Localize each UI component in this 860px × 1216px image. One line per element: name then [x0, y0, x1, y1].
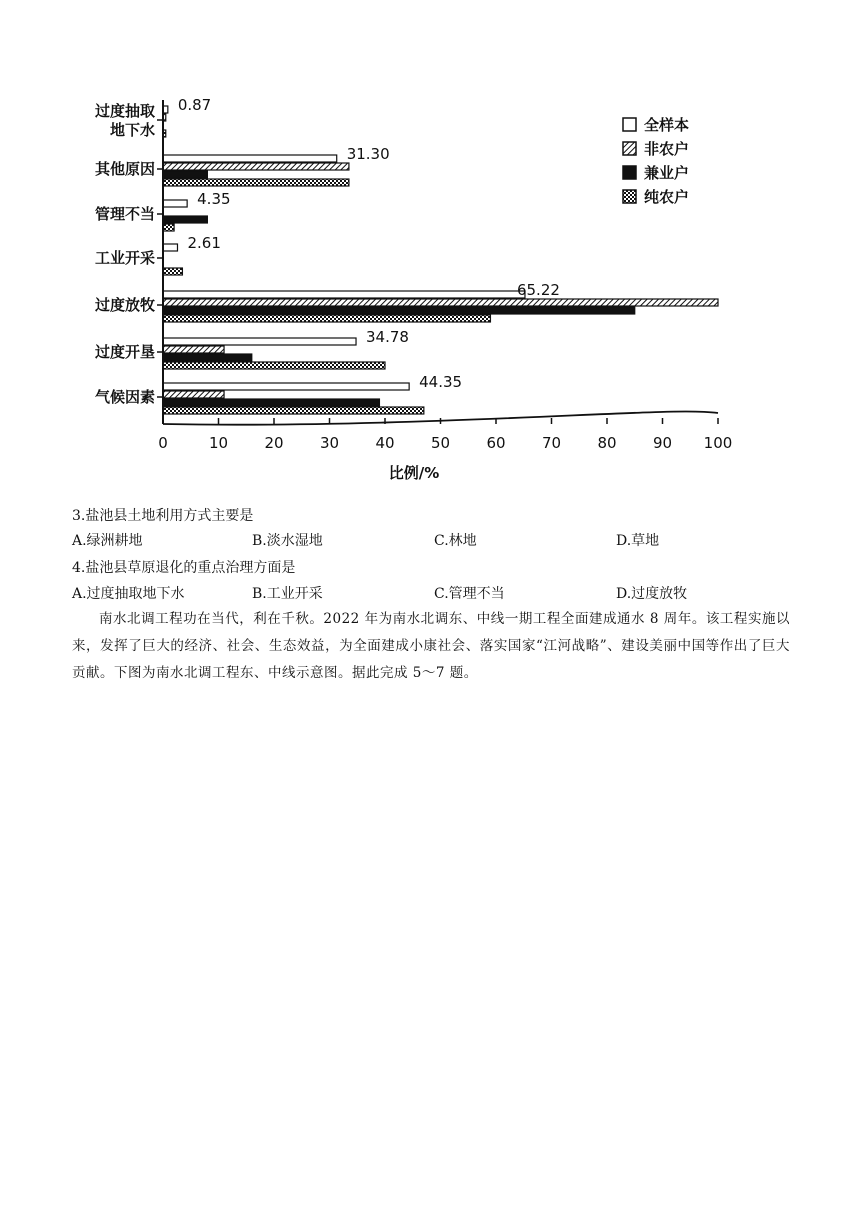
bar-3-7 [163, 399, 379, 406]
question-4-option-a[interactable]: A.过度抽取地下水 [72, 586, 185, 602]
question-4-option-b[interactable]: B.工业开采 [252, 586, 323, 602]
legend-label-2: 非农户 [644, 140, 690, 158]
category-label-7: 气候因素 [94, 388, 155, 406]
data-label-7: 44.35 [419, 373, 463, 391]
category-label-1-line-1: 过度抽取 [94, 102, 155, 120]
bar-1-6 [163, 338, 356, 345]
data-label-1: 0.87 [177, 96, 212, 114]
x-axis-title: 比例/% [388, 464, 440, 482]
legend-swatch-3 [623, 166, 636, 179]
data-label-5: 65.22 [516, 281, 560, 299]
bar-4-3 [163, 224, 174, 231]
question-4-option-d[interactable]: D.过度放牧 [616, 586, 688, 602]
bar-2-5 [163, 299, 718, 306]
bar-3-2 [163, 171, 207, 178]
category-label-1-line-2: 地下水 [109, 121, 155, 139]
question-3-option-b[interactable]: B.淡水湿地 [252, 533, 323, 549]
legend-swatch-2 [623, 142, 636, 155]
legend-label-4: 纯农户 [644, 188, 690, 206]
bar-1-2 [163, 155, 337, 162]
legend-swatch-1 [623, 118, 636, 131]
bar-4-4 [163, 268, 182, 275]
chart-legend [623, 116, 689, 206]
x-tick-label-0: 0 [158, 434, 168, 452]
legend-swatch-4 [623, 190, 636, 203]
bar-4-2 [163, 179, 349, 186]
x-tick-label-40: 40 [375, 434, 395, 452]
x-tick-label-60: 60 [486, 434, 506, 452]
x-tick-label-90: 90 [652, 434, 673, 452]
bar-1-5 [163, 291, 525, 298]
category-label-6: 过度开垦 [94, 343, 155, 361]
bar-1-7 [163, 383, 409, 390]
question-3-option-a[interactable]: A.绿洲耕地 [72, 533, 143, 549]
category-label-3: 管理不当 [94, 205, 155, 223]
bar-3-5 [163, 307, 635, 314]
category-label-2: 其他原因 [94, 160, 155, 178]
x-tick-label-50: 50 [430, 434, 451, 452]
legend-label-1: 全样本 [644, 116, 690, 134]
bar-1-3 [163, 200, 187, 207]
question-3-option-c[interactable]: C.林地 [434, 533, 477, 549]
x-tick-label-80: 80 [597, 434, 617, 452]
question-3-option-d[interactable]: D.草地 [616, 533, 660, 549]
category-label-5: 过度放牧 [94, 296, 155, 314]
legend-label-3: 兼业户 [644, 164, 690, 182]
x-tick-label-20: 20 [264, 434, 284, 452]
bar-3-3 [163, 216, 207, 223]
bar-4-6 [163, 362, 385, 369]
x-tick-label-70: 70 [541, 434, 562, 452]
data-label-2: 31.30 [346, 145, 390, 163]
bar-4-5 [163, 315, 490, 322]
data-label-4: 2.61 [187, 234, 221, 252]
question-4-stem: 4.盐池县草原退化的重点治理方面是 [72, 560, 296, 576]
x-tick-label-30: 30 [319, 434, 340, 452]
bar-chart [60, 88, 760, 488]
question-3-stem: 3.盐池县土地利用方式主要是 [72, 508, 254, 524]
x-tick-label-10: 10 [208, 434, 229, 452]
bar-2-7 [163, 391, 224, 398]
data-label-6: 34.78 [366, 328, 409, 346]
category-label-4: 工业开采 [94, 249, 155, 267]
x-tick-label-100: 100 [703, 434, 733, 452]
bar-3-6 [163, 354, 252, 361]
data-label-3: 4.35 [197, 190, 231, 208]
bar-2-2 [163, 163, 349, 170]
passage-paragraph: 南水北调工程功在当代，利在千秋。2022 年为南水北调东、中线一期工程全面建成通水 8 周年。该工程实施以来，发挥了巨大的经济、社会、生态效益，为全面建成小康社会、落实国家“江河战略”、建设美丽中国等作出了巨大贡献。下图为南水北调工程东、中线示意图。据此完成 5～7 题。 [72, 610, 790, 681]
bar-2-6 [163, 346, 224, 353]
bar-1-4 [163, 244, 177, 251]
question-4-option-c[interactable]: C.管理不当 [434, 586, 505, 602]
bar-4-7 [163, 407, 424, 414]
